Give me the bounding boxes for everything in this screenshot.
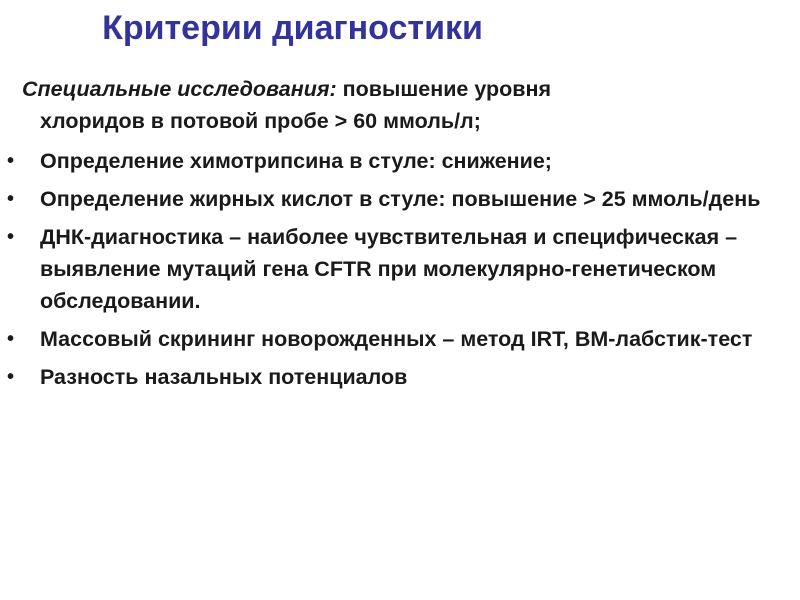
slide-title: Критерии диагностики (102, 9, 483, 47)
intro-line-2: хлоридов в потовой пробе > 60 ммоль/л; (40, 109, 481, 133)
list-item-text: Определение жирных кислот в стуле: повышение > 25 ммоль/день (40, 187, 761, 211)
bullet-icon: • (7, 150, 15, 172)
list-item-text: Массовый скрининг новорожденных – метод IRT, BM-лабстик-тест (40, 327, 753, 351)
intro-line-1 (18, 73, 718, 105)
intro-text-1: повышение уровня (336, 77, 552, 101)
criteria-list (0, 145, 780, 399)
list-item (0, 221, 780, 317)
bullet-icon: • (7, 328, 15, 350)
list-item-text: Разность назальных потенциалов (40, 365, 408, 389)
list-item (0, 145, 780, 177)
list-item-text: ДНК-диагностика – наиболее чувствительная и специфическая – выявление мутаций гена CFTR при молекулярно-генетическом обследовании. (40, 225, 738, 313)
bullet-icon: • (7, 226, 15, 248)
intro-paragraph (18, 73, 718, 137)
bullet-icon: • (7, 366, 15, 388)
list-item (0, 361, 780, 393)
list-item (0, 183, 780, 215)
intro-label: Специальные исследования: (22, 77, 337, 101)
list-item-text: Определение химотрипсина в стуле: снижение; (40, 149, 552, 173)
list-item (0, 323, 780, 355)
bullet-icon: • (7, 188, 15, 210)
